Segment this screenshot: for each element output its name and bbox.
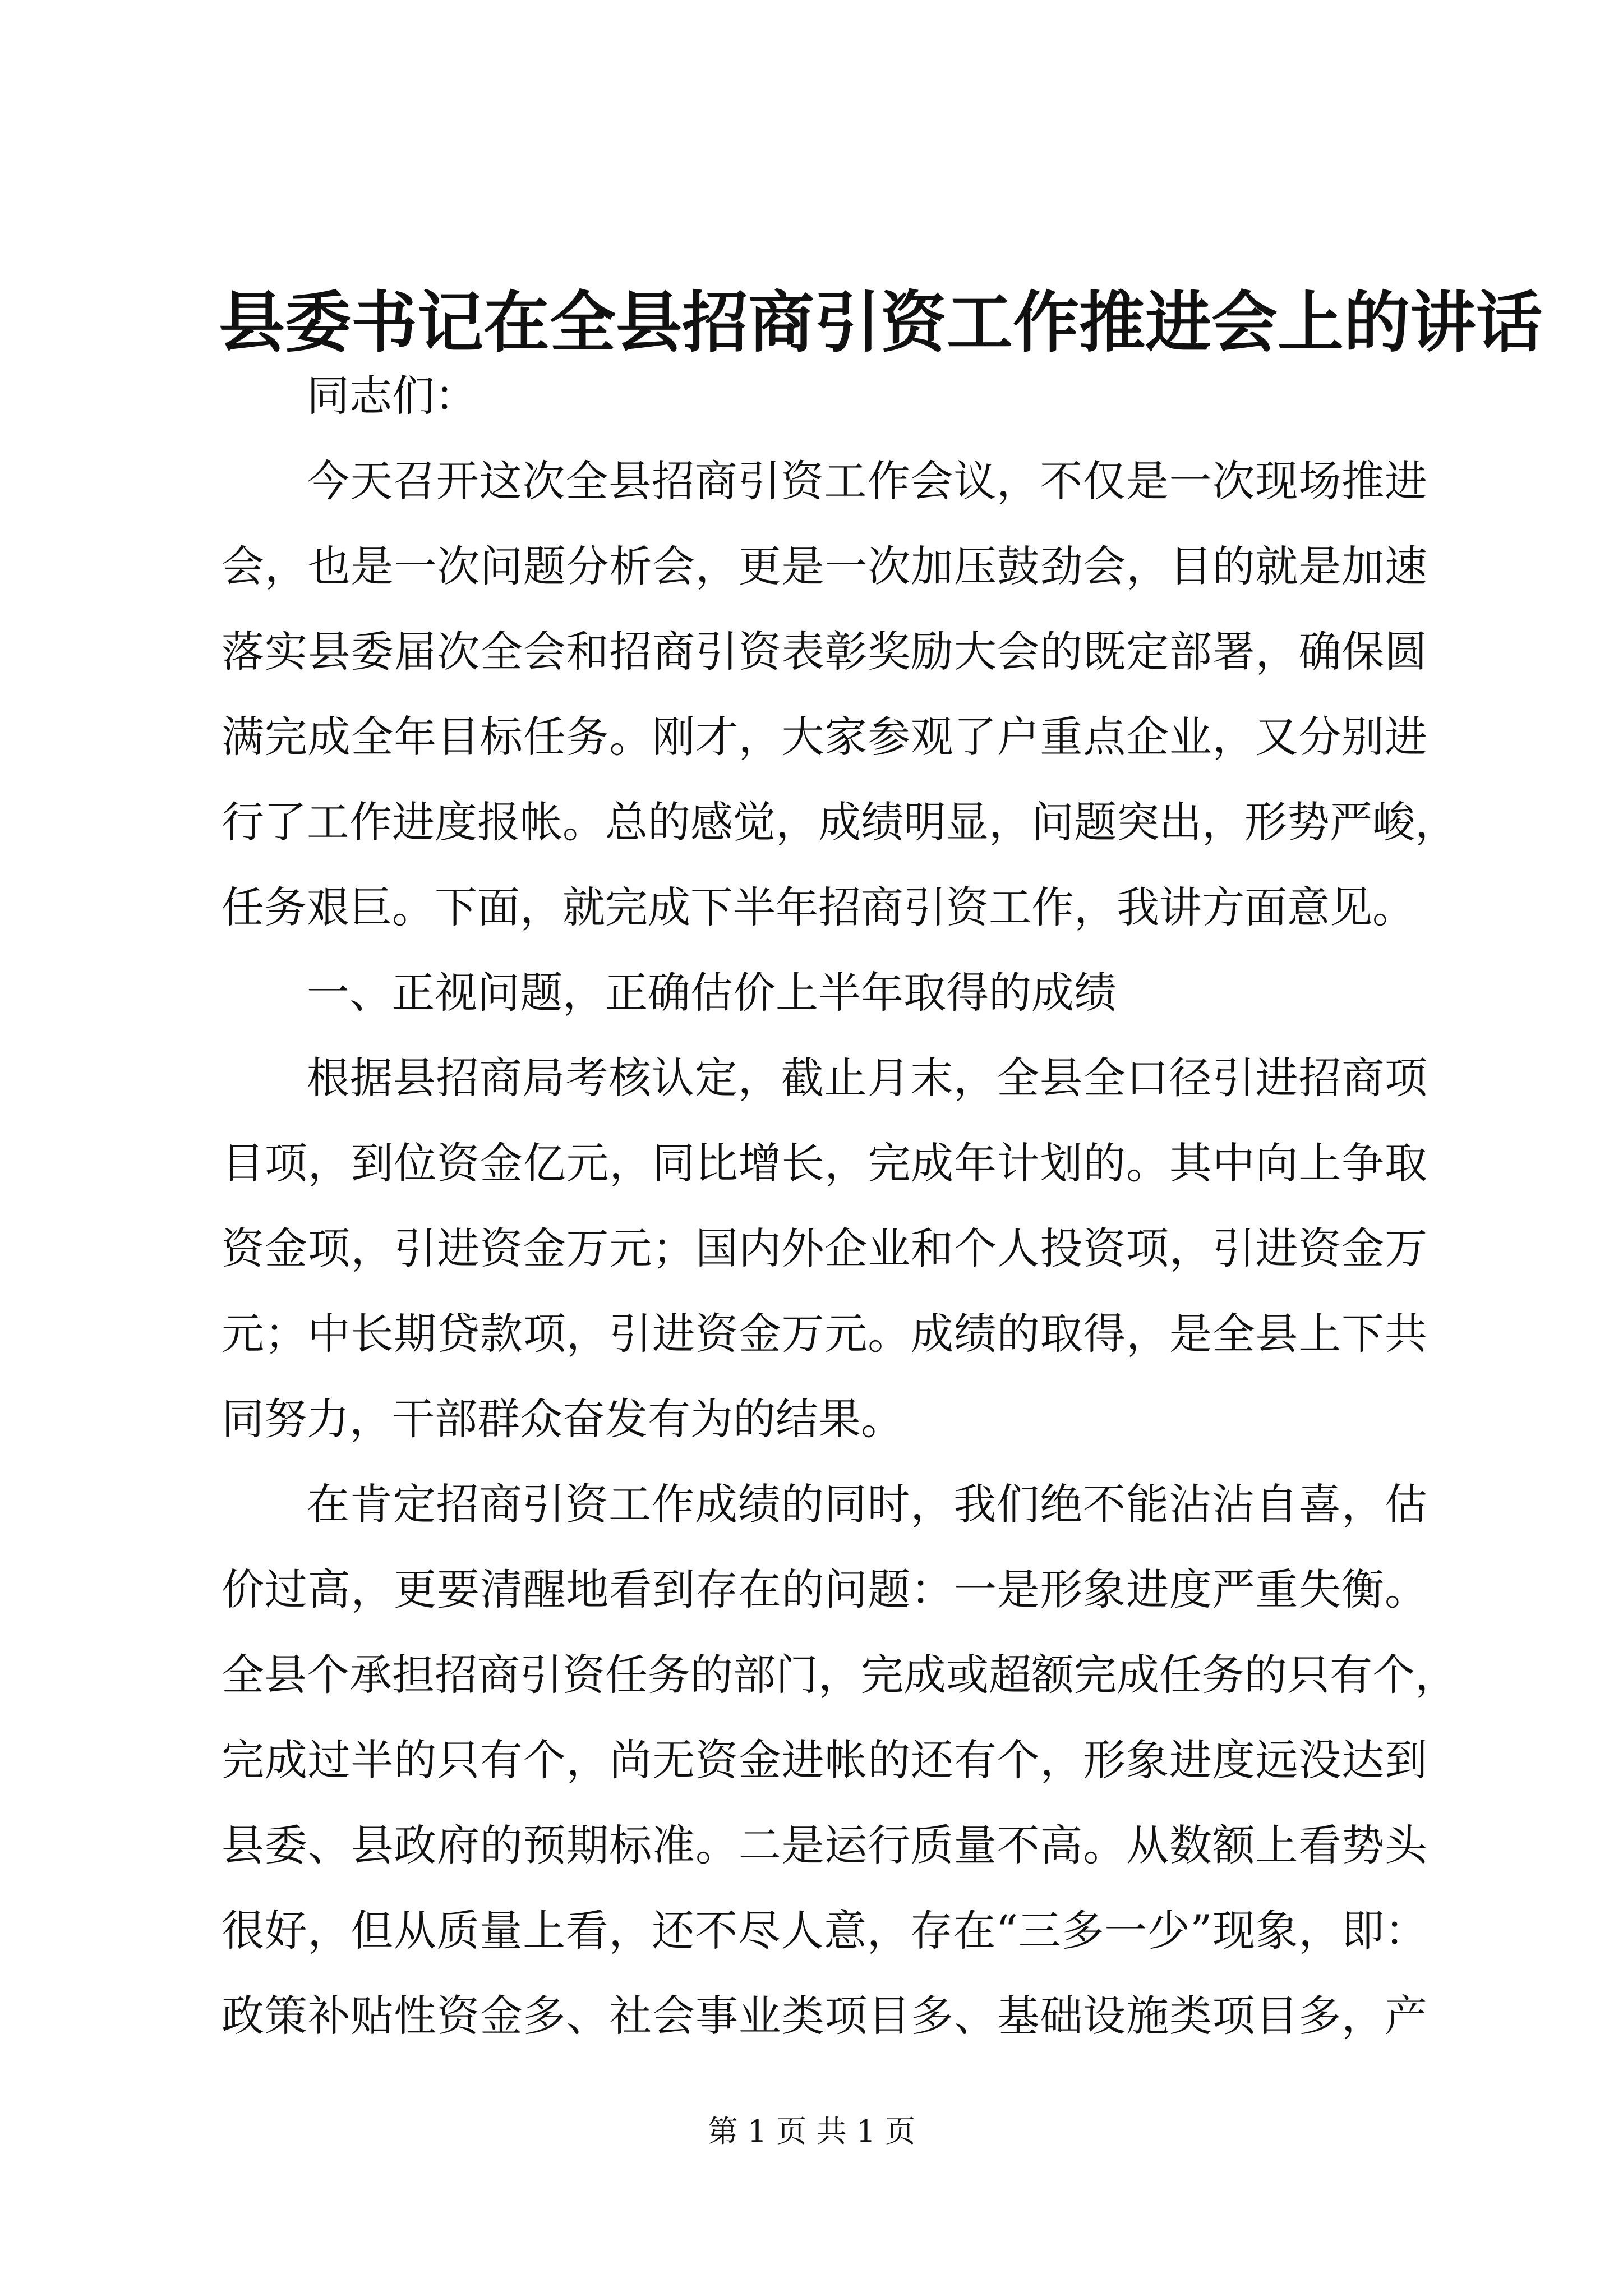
paragraph-1-line-5: 行了工作进度报帐。总的感觉，成绩明显，问题突出，形势严峻， <box>222 797 1458 847</box>
paragraph-3-line-1: 在肯定招商引资工作成绩的同时，我们绝不能沾沾自喜，估 <box>307 1479 1427 1529</box>
paragraph-3-line-2: 价过高，更要清醒地看到存在的问题：一是形象进度严重失衡。 <box>222 1565 1427 1614</box>
paragraph-1-line-2: 会，也是一次问题分析会，更是一次加压鼓劲会，目的就是加速 <box>222 541 1427 591</box>
paragraph-1-line-6: 任务艰巨。下面，就完成下半年招商引资工作，我讲方面意见。 <box>222 882 1415 932</box>
paragraph-2-line-3: 资金项，引进资金万元；国内外企业和个人投资项，引进资金万 <box>222 1223 1427 1273</box>
page-footer: 第 1 页 共 1 页 <box>707 2114 916 2149</box>
section-heading-1: 一、正视问题，正确估价上半年取得的成绩 <box>307 968 1117 1018</box>
paragraph-2-line-1: 根据县招商局考核认定，截止月末，全县全口径引进招商项 <box>307 1053 1427 1103</box>
salutation-line: 同志们： <box>307 371 477 421</box>
paragraph-2-line-5: 同努力，干部群众奋发有为的结果。 <box>222 1394 903 1444</box>
paragraph-1-line-4: 满完成全年目标任务。刚才，大家参观了户重点企业，又分别进 <box>222 712 1427 762</box>
paragraph-3-line-3: 全县个承担招商引资任务的部门，完成或超额完成任务的只有个， <box>222 1650 1458 1700</box>
paragraph-1-line-1: 今天召开这次全县招商引资工作会议，不仅是一次现场推进 <box>307 456 1427 506</box>
document-title: 县委书记在全县招商引资工作推进会上的讲话 <box>219 283 1543 361</box>
paragraph-3-line-6: 很好，但从质量上看，还不尽人意，存在“三多一少”现象，即： <box>222 1906 1427 1955</box>
paragraph-3-line-4: 完成过半的只有个，尚无资金进帐的还有个，形象进度远没达到 <box>222 1735 1427 1785</box>
paragraph-3-line-5: 县委、县政府的预期标准。二是运行质量不高。从数额上看势头 <box>222 1820 1427 1870</box>
paragraph-3-line-7: 政策补贴性资金多、社会事业类项目多、基础设施类项目多，产 <box>222 1991 1427 2041</box>
paragraph-2-line-2: 目项，到位资金亿元，同比增长，完成年计划的。其中向上争取 <box>222 1138 1427 1188</box>
paragraph-1-line-3: 落实县委届次全会和招商引资表彰奖励大会的既定部署，确保圆 <box>222 627 1427 677</box>
document-body <box>222 353 1458 2059</box>
paragraph-2-line-4: 元；中长期贷款项，引进资金万元。成绩的取得，是全县上下共 <box>222 1309 1427 1359</box>
